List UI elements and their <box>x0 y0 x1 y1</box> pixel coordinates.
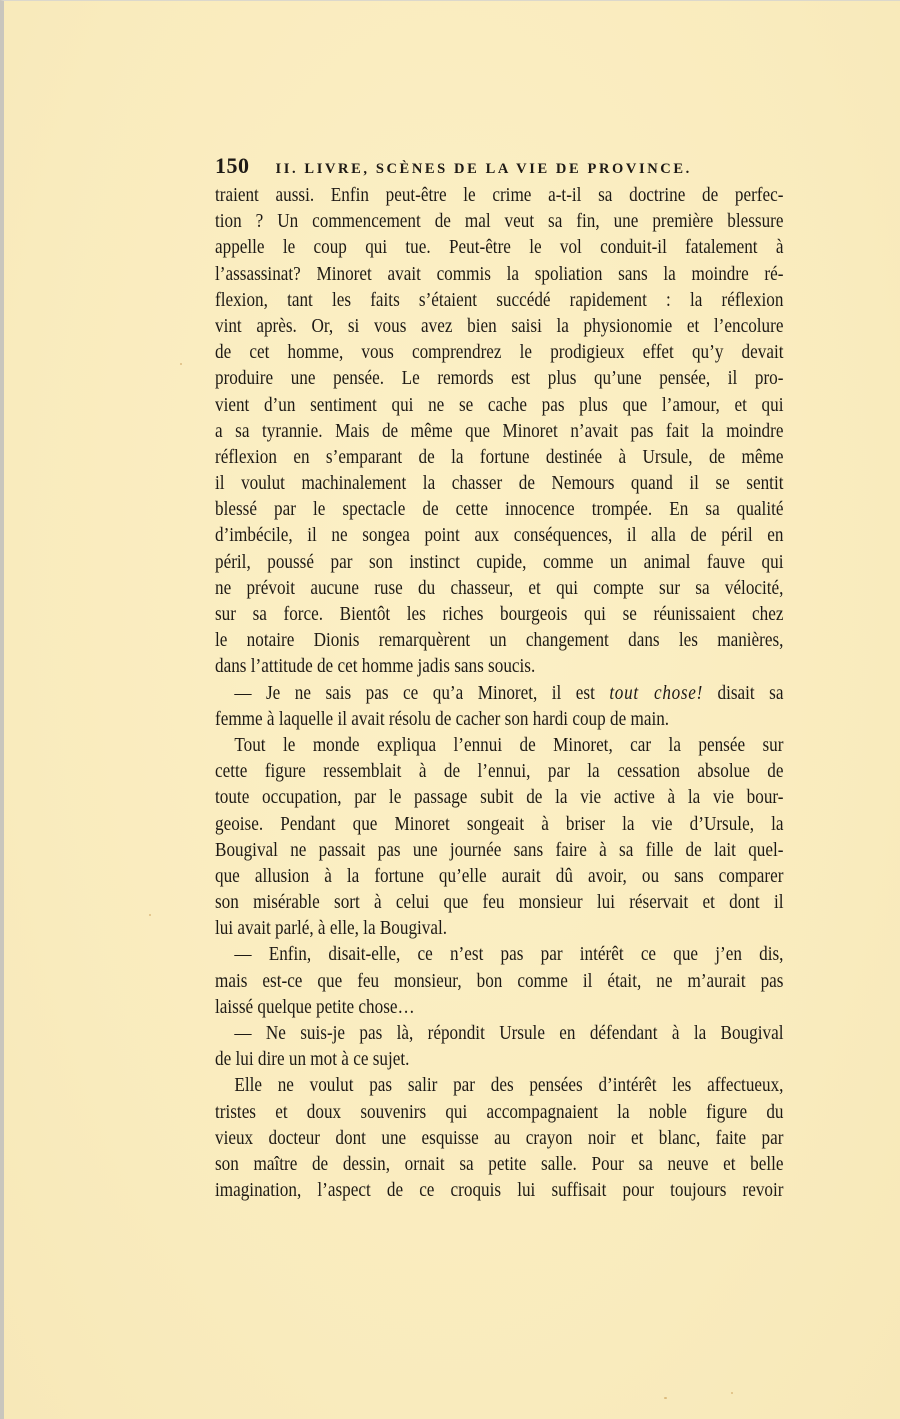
text-line: toute occupation, par le passage subit de la vie active à la vie bour- <box>215 787 784 809</box>
text-run: — Je ne sais pas ce qu’a Minoret, il est <box>234 682 610 704</box>
text-line: geoise. Pendant que Minoret songeait à briser la vie d’Ursule, la <box>215 813 784 835</box>
paper-speck <box>664 1397 667 1399</box>
text-line: vieux docteur dont une esquisse au crayon noir et blanc, faite par <box>215 1127 784 1149</box>
text-line: tion ? Un commencement de mal veut sa fin, une première blessure <box>215 211 784 233</box>
text-line: l’assassinat? Minoret avait commis la spoliation sans la moindre ré- <box>215 263 784 285</box>
text-line: laissé quelque petite chose… <box>215 996 415 1018</box>
text-line: de lui dire un mot à ce sujet. <box>215 1049 410 1071</box>
text-line: d’imbécile, il ne songea point aux conséquences, il alla de péril en <box>215 525 784 547</box>
text-line: vint après. Or, si vous avez bien saisi la physionomie et l’encolure <box>215 315 784 337</box>
body-text <box>215 183 784 1204</box>
running-title: II. LIVRE, SCÈNES DE LA VIE DE PROVINCE. <box>275 161 692 177</box>
paper-speck <box>149 914 151 916</box>
text-line: Bougival ne passait pas une journée sans faire à sa fille de lait quel- <box>215 839 784 861</box>
paper-speck <box>731 1392 733 1394</box>
text-line: dans l’attitude de cet homme jadis sans soucis. <box>215 656 536 678</box>
text-line: il voulut machinalement la chasser de Nemours quand il se sentit <box>215 473 784 495</box>
text-line: femme à laquelle il avait résolu de cacher son hardi coup de main. <box>215 708 670 730</box>
text-line: — Enfin, disait-elle, ce n’est pas par intérêt ce que j’en dis, <box>234 944 784 966</box>
page-number: 150 <box>215 153 250 178</box>
text-line: appelle le coup qui tue. Peut-être le vol conduit-il fatalement à <box>215 237 784 259</box>
text-line: blessé par le spectacle de cette innocence trompée. En sa qualité <box>215 499 784 521</box>
text-line: lui avait parlé, à elle, la Bougival. <box>215 918 448 940</box>
text-line: flexion, tant les faits s’étaient succédé rapidement : la réflexion <box>215 289 784 311</box>
text-line: mais est-ce que feu monsieur, bon comme il était, ne m’aurait pas <box>215 970 784 992</box>
text-line: sur sa force. Bientôt les riches bourgeois qui se réunissaient chez <box>215 604 784 625</box>
text-line: ne prévoit aucune ruse du chasseur, et qui compte sur sa vélocité, <box>215 577 784 599</box>
text-line <box>215 681 783 707</box>
italic-emphasis: tout chose! <box>609 682 704 704</box>
running-head <box>215 153 784 183</box>
text-line: tristes et doux souvenirs qui accompagnaient la noble figure du <box>215 1101 784 1123</box>
text-line: réflexion en s’emparant de la fortune destinée à Ursule, de même <box>215 446 784 468</box>
text-line: — Ne suis-je pas là, répondit Ursule en défendant à la Bougival <box>234 1023 784 1044</box>
text-line: produire une pensée. Le remords est plus qu’une pensée, il pro- <box>215 368 784 390</box>
text-line: le notaire Dionis remarquèrent un changement dans les manières, <box>215 630 784 652</box>
text-run: disait sa <box>703 682 784 704</box>
text-line: cette figure ressemblait à de l’ennui, par la cessation absolue de <box>215 761 784 783</box>
text-line: Elle ne voulut pas salir par des pensées d’intérêt les affectueux, <box>234 1075 784 1097</box>
text-line: que allusion à la fortune qu’elle aurait dû avoir, ou sans comparer <box>215 865 784 887</box>
text-line: de cet homme, vous comprendrez le prodigieux effet qu’y devait <box>215 342 784 364</box>
text-line: son misérable sort à celui que feu monsieur lui réservait et dont il <box>215 892 784 914</box>
text-line: vient d’un sentiment qui ne se cache pas plus que l’amour, et qui <box>215 394 784 416</box>
text-line: a sa tyrannie. Mais de même que Minoret n’avait pas fait la moindre <box>215 420 784 442</box>
text-line: son maître de dessin, ornait sa petite salle. Pour sa neuve et belle <box>215 1153 784 1175</box>
page-text-block <box>215 153 784 1204</box>
text-line: traient aussi. Enfin peut-être le crime a-t-il sa doctrine de perfec- <box>215 185 784 206</box>
paper-speck <box>180 363 182 365</box>
text-line: imagination, l’aspect de ce croquis lui suffisait pour toujours revoir <box>215 1180 784 1202</box>
text-line: péril, poussé par son instinct cupide, comme un animal fauve qui <box>215 551 784 573</box>
text-line: Tout le monde expliqua l’ennui de Minoret, car la pensée sur <box>234 734 784 756</box>
